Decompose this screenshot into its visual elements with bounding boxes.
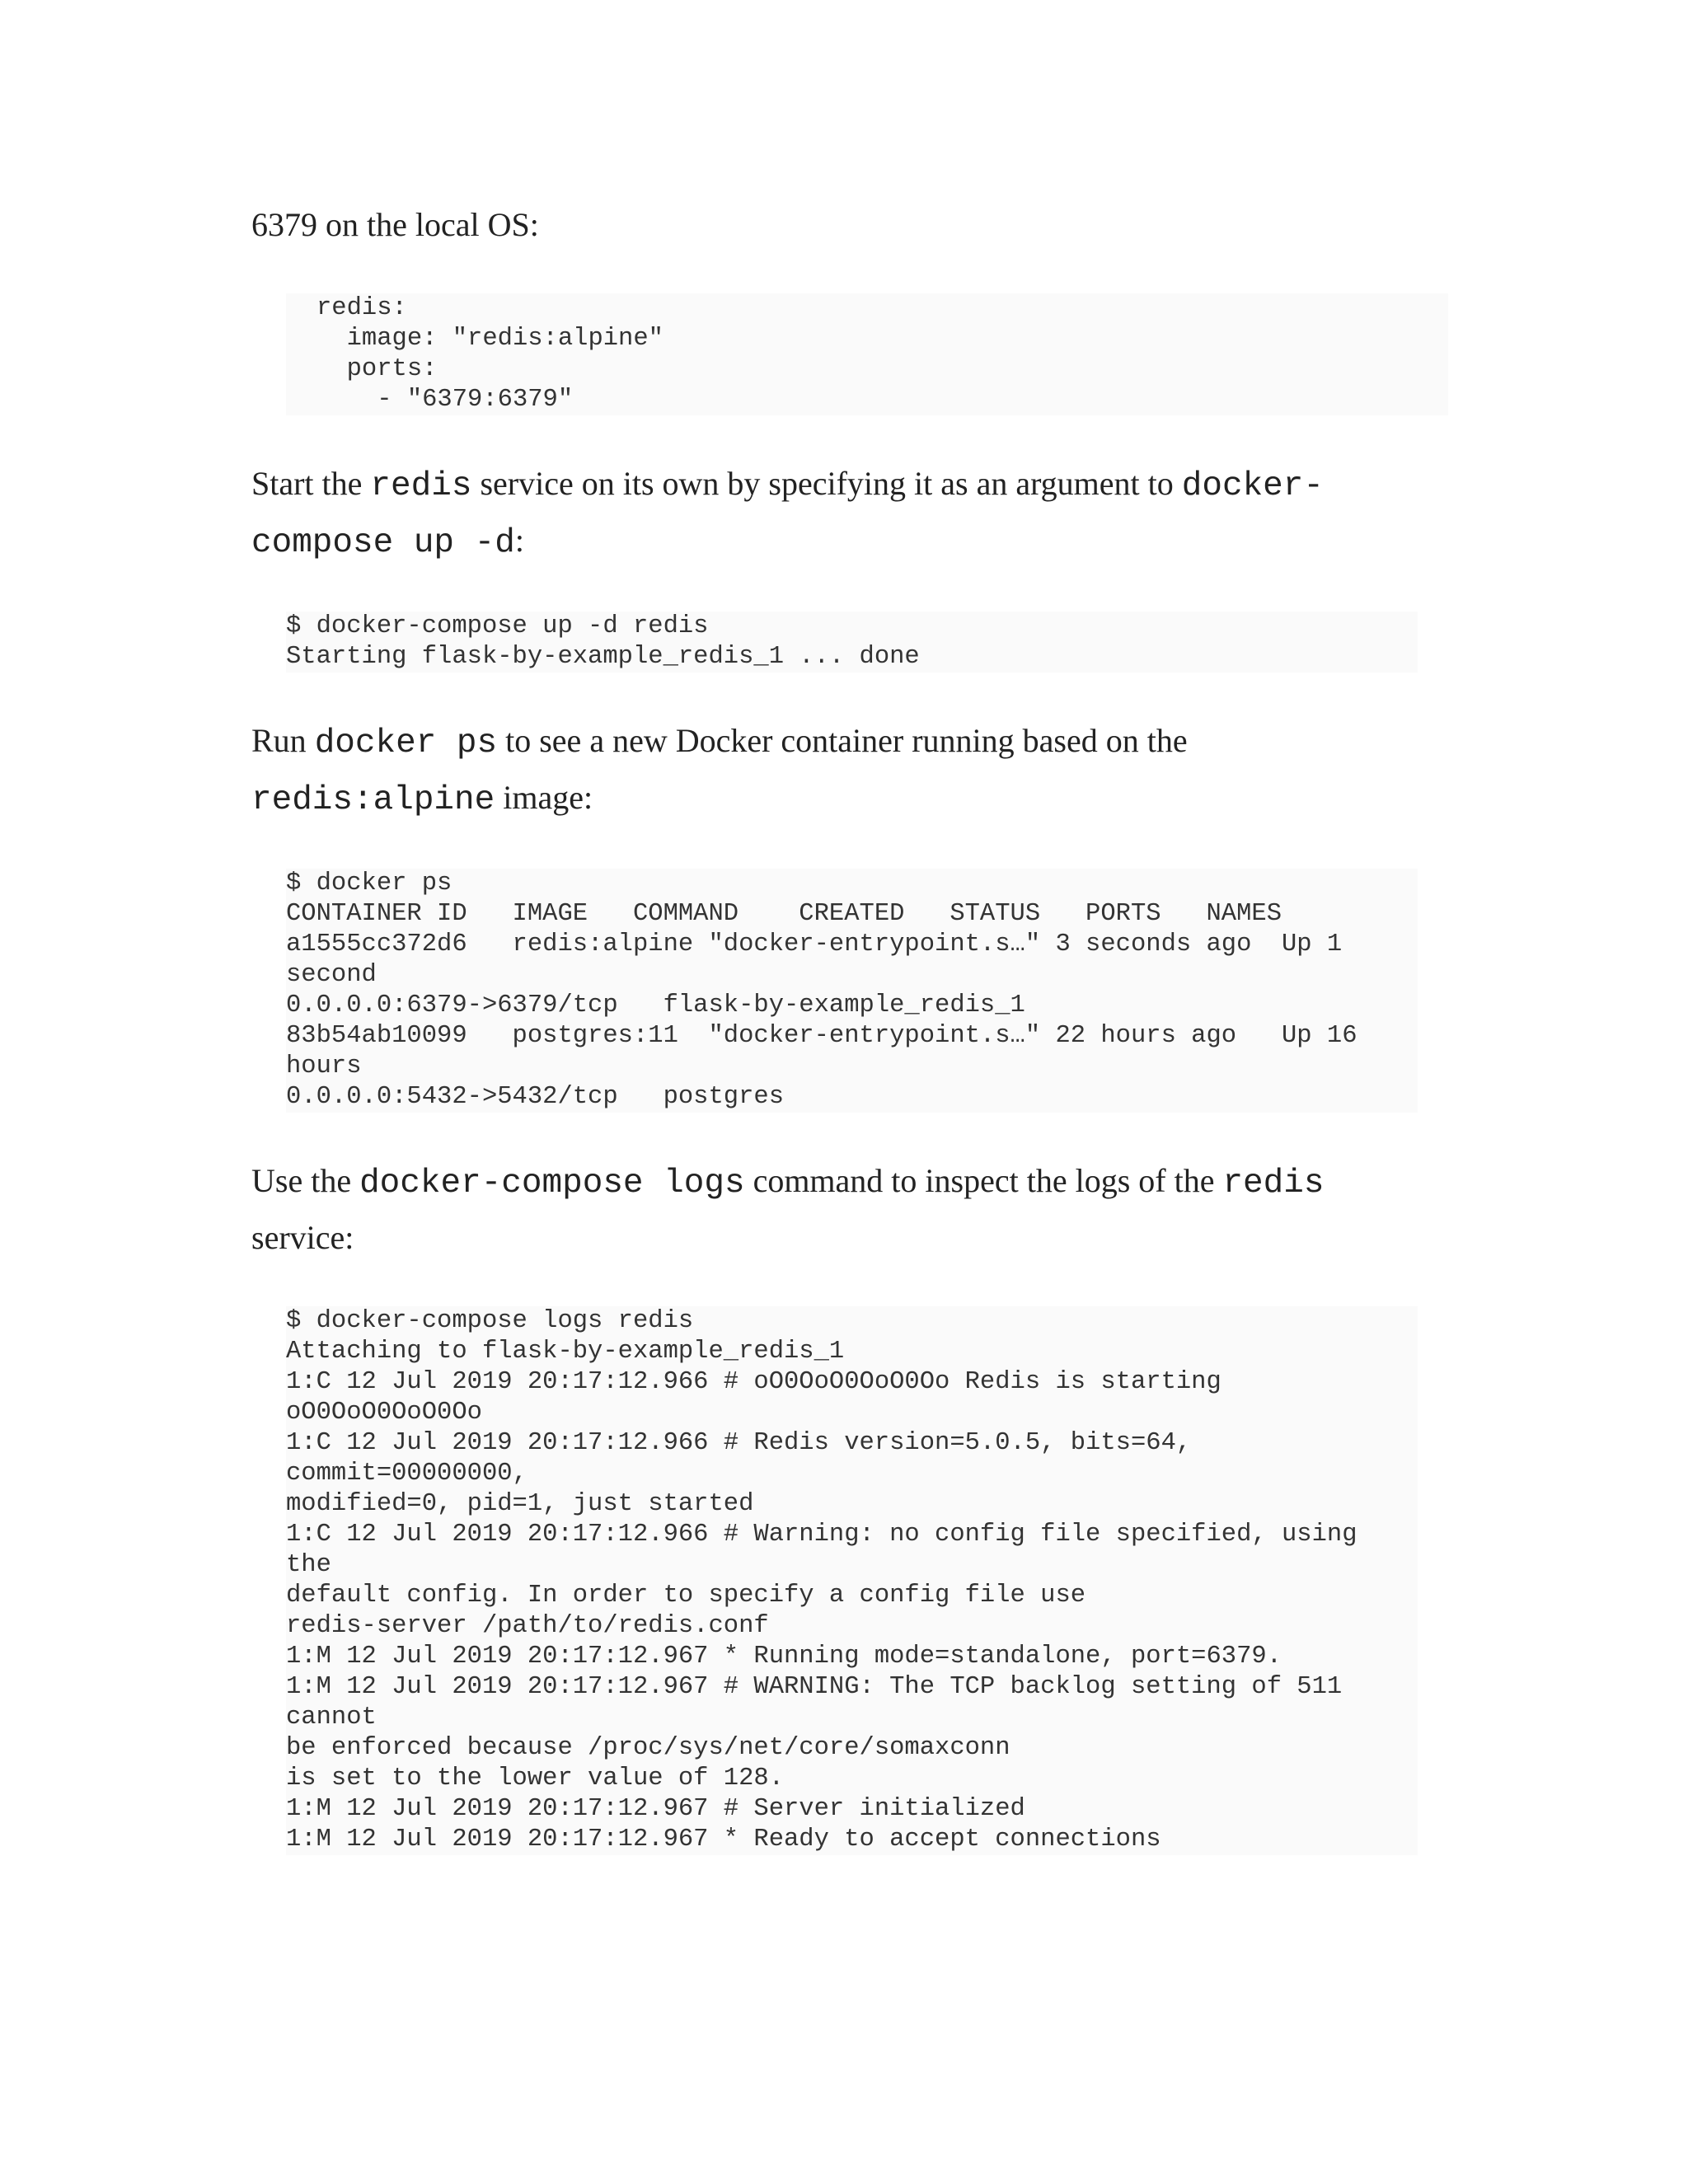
inline-code: docker-compose up -d [251, 467, 1324, 562]
document-page [251, 198, 1418, 1855]
inline-code: redis:alpine [251, 781, 495, 819]
code-block-compose-up: $ docker-compose up -d redis Starting flask-by-example_redis_1 ... done [286, 612, 1418, 673]
paragraph-start-redis [251, 457, 1418, 570]
paragraph-text: : [514, 522, 524, 559]
paragraph-text: 6379 on the local OS: [251, 206, 539, 243]
inline-code: docker ps [314, 724, 498, 762]
paragraph-text: service on its own by specifying it as an argument to [471, 465, 1182, 502]
inline-code: docker-compose logs [359, 1165, 745, 1202]
paragraph-text: command to inspect the logs of the [744, 1162, 1223, 1199]
paragraph-text: Use the [251, 1162, 360, 1199]
paragraph-text: Start the [251, 465, 371, 502]
paragraph-text: Run [251, 722, 315, 759]
code-block-redis-logs: $ docker-compose logs redis Attaching to flask-by-example_redis_1 1:C 12 Jul 2019 20:17:12.966 # oO0OoO0OoO0Oo Redis is starting oO0OoO0OoO0Oo 1:C 12 Jul 2019 20:17:12.966 # Redis version=5.0.5, bits=64, commit=00000000, modified=0, pid=1, just started 1:C 12 Jul 2019 20:17:12.966 # Warning: no config file specified, using the default config. In order to specify a config file use redis-server /path/to/redis.conf 1:M 12 Jul 2019 20:17:12.967 * Running mode=standalone, port=6379. 1:M 12 Jul 2019 20:17:12.967 # WARNING: The TCP backlog setting of 511 cannot be enforced because /proc/sys/net/core/somaxconn is set to the lower value of 128. 1:M 12 Jul 2019 20:17:12.967 # Server initialized 1:M 12 Jul 2019 20:17:12.967 * Ready to accept connections [286, 1306, 1418, 1855]
paragraph-text: to see a new Docker container running based on the [497, 722, 1188, 759]
code-block-docker-ps: $ docker ps CONTAINER ID IMAGE COMMAND CREATED STATUS PORTS NAMES a1555cc372d6 redis:alpine "docker-entrypoint.s…" 3 seconds ago Up 1 second 0.0.0.0:6379->6379/tcp flask-by-example_redis_1 83b54ab10099 postgres:11 "docker-entrypoint.s…" 22 hours ago Up 16 hours 0.0.0.0:5432->5432/tcp postgres [286, 869, 1418, 1113]
paragraph-local-os [251, 198, 1418, 252]
paragraph-compose-logs [251, 1154, 1418, 1265]
inline-code: redis [370, 467, 472, 505]
inline-code: redis [1222, 1165, 1325, 1202]
paragraph-text: service: [251, 1219, 354, 1256]
code-block-compose-redis: redis: image: "redis:alpine" ports: - "6379:6379" [286, 293, 1448, 415]
paragraph-text: image: [495, 779, 593, 816]
paragraph-docker-ps [251, 714, 1418, 827]
